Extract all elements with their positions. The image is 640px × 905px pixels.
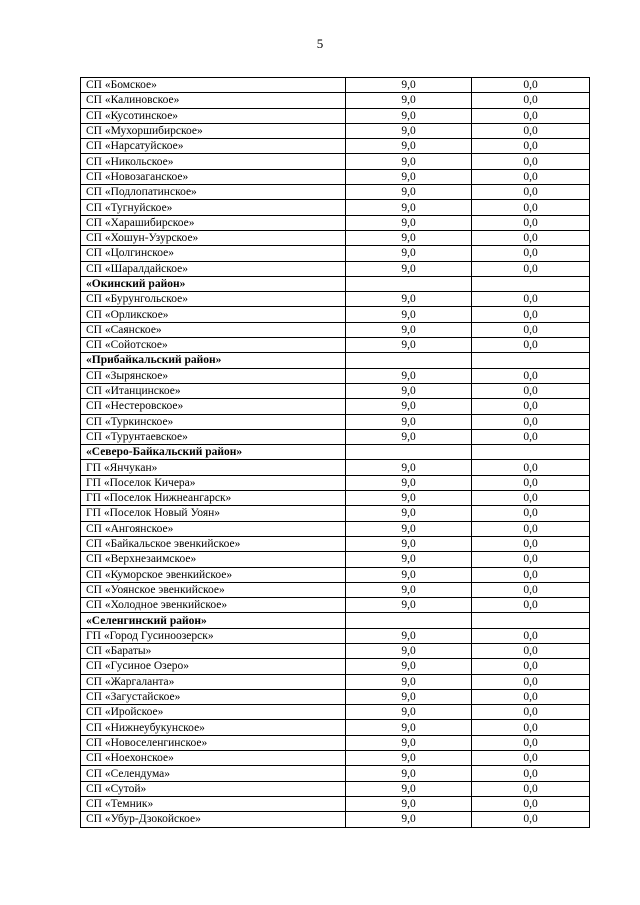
table-row [81,338,590,353]
table-row [81,582,590,597]
table-row [81,521,590,536]
value-2-cell: 0,0 [472,322,590,337]
value-1-cell [346,445,472,460]
value-1-cell: 9,0 [346,139,472,154]
page-number: 5 [316,36,324,51]
table-row [81,628,590,643]
settlement-name-cell: СП «Нарсатуйское» [81,139,346,154]
table-row [81,567,590,582]
value-2-cell: 0,0 [472,536,590,551]
settlement-name-cell: ГП «Поселок Кичера» [81,475,346,490]
value-1-cell: 9,0 [346,521,472,536]
table-row [81,185,590,200]
value-1-cell: 9,0 [346,78,472,93]
value-1-cell: 9,0 [346,506,472,521]
table-row [81,93,590,108]
value-1-cell: 9,0 [346,643,472,658]
value-1-cell: 9,0 [346,414,472,429]
value-2-cell: 0,0 [472,628,590,643]
value-1-cell: 9,0 [346,781,472,796]
value-2-cell: 0,0 [472,735,590,750]
value-1-cell: 9,0 [346,689,472,704]
value-2-cell: 0,0 [472,674,590,689]
value-1-cell: 9,0 [346,735,472,750]
value-2-cell: 0,0 [472,246,590,261]
table-row [81,399,590,414]
table-row [81,781,590,796]
value-2-cell: 0,0 [472,781,590,796]
settlement-name-cell: СП «Гусиное Озеро» [81,659,346,674]
settlement-name-cell: СП «Зырянское» [81,368,346,383]
data-table [80,77,590,828]
settlement-name-cell: СП «Тугнуйское» [81,200,346,215]
value-2-cell: 0,0 [472,230,590,245]
value-2-cell: 0,0 [472,154,590,169]
value-2-cell: 0,0 [472,139,590,154]
settlement-name-cell: СП «Шаралдайское» [81,261,346,276]
settlement-name-cell: СП «Ангоянское» [81,521,346,536]
table-row [81,705,590,720]
settlement-name-cell: СП «Сутой» [81,781,346,796]
value-1-cell: 9,0 [346,261,472,276]
value-2-cell: 0,0 [472,491,590,506]
settlement-name-cell: СП «Куморское эвенкийское» [81,567,346,582]
value-2-cell: 0,0 [472,460,590,475]
district-name-cell: «Окинский район» [81,276,346,291]
table-row [81,383,590,398]
value-1-cell: 9,0 [346,322,472,337]
value-1-cell [346,276,472,291]
settlement-name-cell: СП «Жаргаланта» [81,674,346,689]
value-1-cell [346,613,472,628]
settlement-name-cell: СП «Бараты» [81,643,346,658]
value-2-cell: 0,0 [472,521,590,536]
settlement-name-cell: СП «Подлопатинское» [81,185,346,200]
value-2-cell: 0,0 [472,261,590,276]
value-2-cell [472,613,590,628]
value-2-cell: 0,0 [472,689,590,704]
value-2-cell: 0,0 [472,399,590,414]
settlement-name-cell: СП «Новозаганское» [81,169,346,184]
table-row [81,78,590,93]
table-row [81,751,590,766]
value-2-cell: 0,0 [472,292,590,307]
settlement-name-cell: СП «Хошун-Узурское» [81,230,346,245]
value-1-cell: 9,0 [346,766,472,781]
table-row [81,506,590,521]
value-1-cell: 9,0 [346,674,472,689]
value-2-cell: 0,0 [472,796,590,811]
district-name-cell: «Прибайкальский район» [81,353,346,368]
value-1-cell: 9,0 [346,185,472,200]
section-header-row [81,353,590,368]
table-row [81,139,590,154]
value-2-cell: 0,0 [472,368,590,383]
table-row [81,414,590,429]
value-2-cell: 0,0 [472,414,590,429]
table-row [81,154,590,169]
settlement-name-cell: СП «Никольское» [81,154,346,169]
settlement-name-cell: СП «Селендума» [81,766,346,781]
value-2-cell: 0,0 [472,307,590,322]
value-1-cell: 9,0 [346,200,472,215]
table-row [81,200,590,215]
table-row [81,108,590,123]
value-1-cell: 9,0 [346,812,472,827]
settlement-name-cell: СП «Бурунгольское» [81,292,346,307]
value-2-cell [472,353,590,368]
value-1-cell: 9,0 [346,536,472,551]
settlement-name-cell: СП «Ноехонское» [81,751,346,766]
settlement-name-cell: ГП «Поселок Нижнеангарск» [81,491,346,506]
settlement-name-cell: СП «Мухоршибирское» [81,123,346,138]
table-row [81,261,590,276]
value-2-cell: 0,0 [472,643,590,658]
value-1-cell: 9,0 [346,429,472,444]
settlement-name-cell: СП «Темник» [81,796,346,811]
value-2-cell: 0,0 [472,720,590,735]
section-header-row [81,445,590,460]
value-2-cell: 0,0 [472,475,590,490]
table-row [81,475,590,490]
value-1-cell: 9,0 [346,705,472,720]
settlement-name-cell: СП «Байкальское эвенкийское» [81,536,346,551]
district-name-cell: «Селенгинский район» [81,613,346,628]
value-1-cell: 9,0 [346,307,472,322]
value-2-cell: 0,0 [472,215,590,230]
value-2-cell: 0,0 [472,659,590,674]
table-row [81,659,590,674]
value-1-cell: 9,0 [346,491,472,506]
value-2-cell: 0,0 [472,812,590,827]
value-1-cell: 9,0 [346,230,472,245]
value-1-cell: 9,0 [346,582,472,597]
value-2-cell: 0,0 [472,78,590,93]
table-row [81,123,590,138]
value-2-cell: 0,0 [472,383,590,398]
settlement-name-cell: СП «Уоянское эвенкийское» [81,582,346,597]
value-1-cell: 9,0 [346,659,472,674]
table-row [81,368,590,383]
value-1-cell: 9,0 [346,215,472,230]
table-row [81,429,590,444]
value-2-cell: 0,0 [472,766,590,781]
value-2-cell: 0,0 [472,185,590,200]
value-1-cell: 9,0 [346,751,472,766]
table-row [81,322,590,337]
table-row [81,307,590,322]
value-1-cell: 9,0 [346,628,472,643]
value-1-cell: 9,0 [346,598,472,613]
table-row [81,536,590,551]
table-row [81,491,590,506]
table-row [81,720,590,735]
value-1-cell: 9,0 [346,169,472,184]
value-2-cell: 0,0 [472,169,590,184]
value-2-cell: 0,0 [472,567,590,582]
table-row [81,643,590,658]
value-1-cell: 9,0 [346,460,472,475]
settlement-name-cell: СП «Сойотское» [81,338,346,353]
value-2-cell: 0,0 [472,582,590,597]
value-2-cell: 0,0 [472,338,590,353]
value-2-cell: 0,0 [472,552,590,567]
value-1-cell: 9,0 [346,368,472,383]
section-header-row [81,276,590,291]
value-1-cell: 9,0 [346,383,472,398]
value-1-cell [346,353,472,368]
settlement-name-cell: СП «Холодное эвенкийское» [81,598,346,613]
settlement-name-cell: СП «Цолгинское» [81,246,346,261]
value-2-cell: 0,0 [472,108,590,123]
value-1-cell: 9,0 [346,123,472,138]
table-row [81,460,590,475]
value-2-cell: 0,0 [472,705,590,720]
settlement-name-cell: СП «Убур-Дзокойское» [81,812,346,827]
settlement-name-cell: ГП «Поселок Новый Уоян» [81,506,346,521]
value-1-cell: 9,0 [346,246,472,261]
value-1-cell: 9,0 [346,93,472,108]
table-row [81,812,590,827]
settlement-name-cell: СП «Верхнезаимское» [81,552,346,567]
value-2-cell: 0,0 [472,93,590,108]
value-1-cell: 9,0 [346,475,472,490]
settlement-name-cell: ГП «Янчукан» [81,460,346,475]
table-row [81,292,590,307]
table-body [81,78,590,828]
table-row [81,766,590,781]
table-row [81,689,590,704]
table-row [81,735,590,750]
table-row [81,230,590,245]
value-1-cell: 9,0 [346,552,472,567]
value-2-cell: 0,0 [472,598,590,613]
settlement-name-cell: СП «Харашибирское» [81,215,346,230]
settlement-name-cell: СП «Иройское» [81,705,346,720]
value-1-cell: 9,0 [346,567,472,582]
value-2-cell: 0,0 [472,123,590,138]
value-2-cell [472,445,590,460]
settlement-name-cell: СП «Нестеровское» [81,399,346,414]
settlement-name-cell: СП «Турунтаевское» [81,429,346,444]
settlement-name-cell: СП «Калиновское» [81,93,346,108]
table-row [81,598,590,613]
value-1-cell: 9,0 [346,154,472,169]
settlement-name-cell: СП «Кусотинское» [81,108,346,123]
value-1-cell: 9,0 [346,338,472,353]
value-2-cell: 0,0 [472,751,590,766]
value-1-cell: 9,0 [346,108,472,123]
settlement-name-cell: СП «Нижнеубукунское» [81,720,346,735]
table-row [81,215,590,230]
settlement-name-cell: СП «Бомское» [81,78,346,93]
settlement-name-cell: СП «Туркинское» [81,414,346,429]
settlement-name-cell: СП «Саянское» [81,322,346,337]
value-1-cell: 9,0 [346,399,472,414]
table-row [81,552,590,567]
settlement-name-cell: ГП «Город Гусиноозерск» [81,628,346,643]
table-row [81,169,590,184]
table-row [81,796,590,811]
value-2-cell: 0,0 [472,429,590,444]
value-1-cell: 9,0 [346,796,472,811]
settlement-name-cell: СП «Загустайское» [81,689,346,704]
value-1-cell: 9,0 [346,292,472,307]
value-2-cell: 0,0 [472,200,590,215]
value-2-cell: 0,0 [472,506,590,521]
value-1-cell: 9,0 [346,720,472,735]
section-header-row [81,613,590,628]
table-row [81,246,590,261]
district-name-cell: «Северо-Байкальский район» [81,445,346,460]
settlement-name-cell: СП «Орликское» [81,307,346,322]
table-row [81,674,590,689]
settlement-name-cell: СП «Новоселенгинское» [81,735,346,750]
settlement-name-cell: СП «Итанцинское» [81,383,346,398]
value-2-cell [472,276,590,291]
